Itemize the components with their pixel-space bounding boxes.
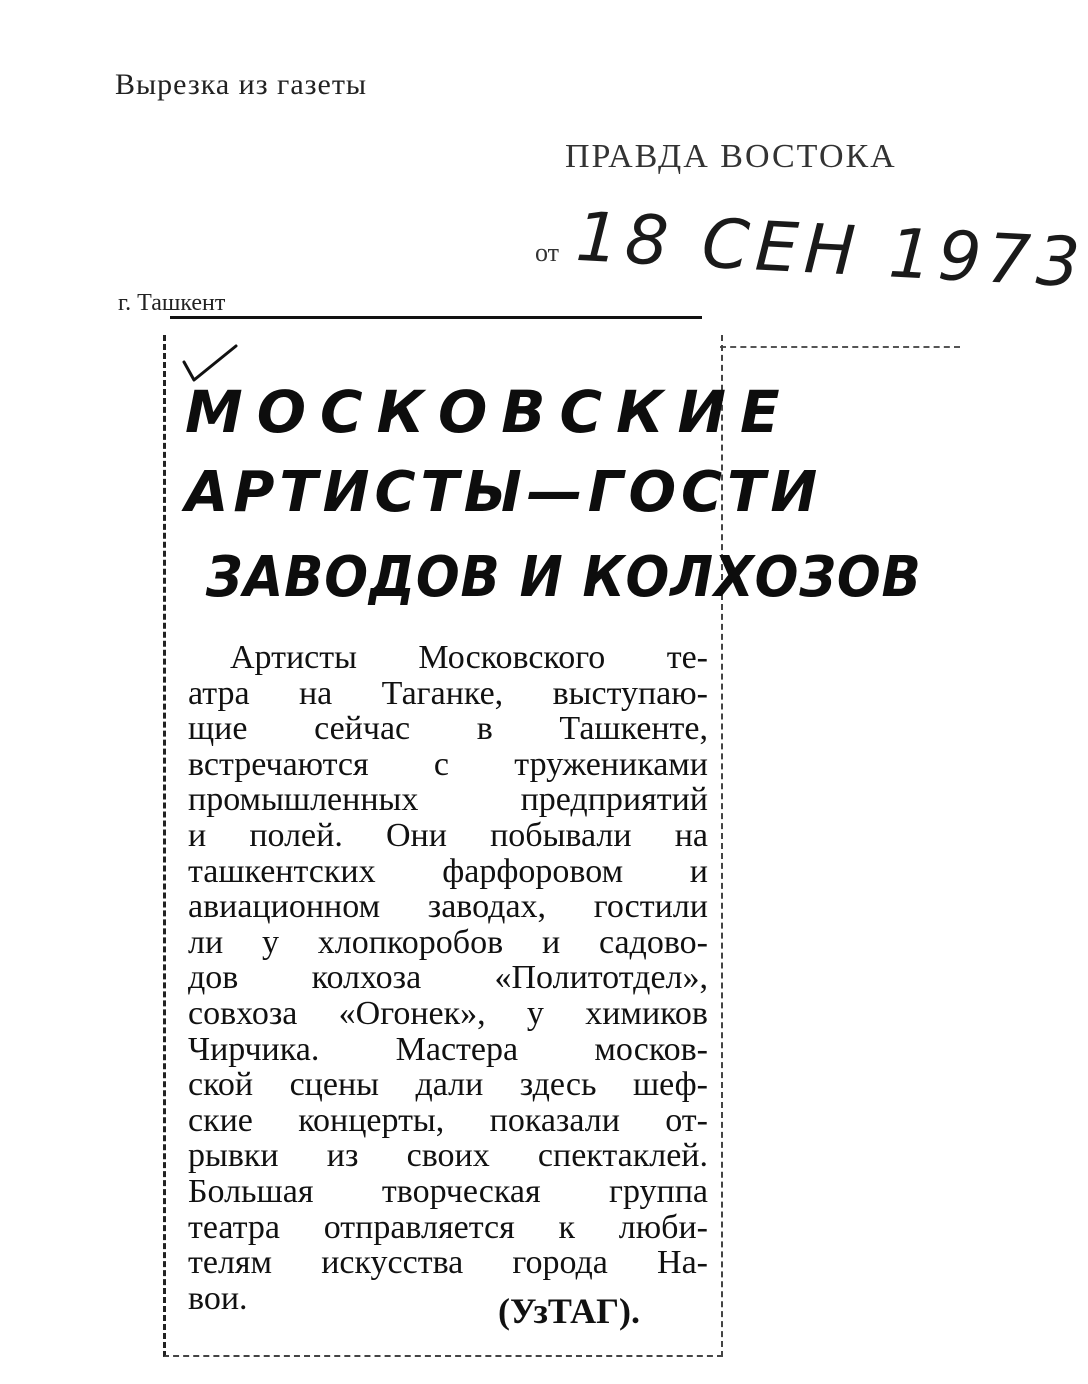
body-line: ташкентских фарфоровом и xyxy=(188,852,708,890)
body-line: встречаются с тружениками xyxy=(188,745,708,783)
body-line: ские концерты, показали от- xyxy=(188,1101,708,1139)
body-line: рывки из своих спектаклей. xyxy=(188,1137,708,1175)
body-line: дов колхоза «Политотдел», xyxy=(188,959,708,997)
body-line: щие сейчас в Ташкенте, xyxy=(188,710,708,748)
body-line: Большая творческая группа xyxy=(188,1172,708,1210)
body-line: атра на Таганке, выступаю- xyxy=(188,674,708,712)
headline-line-1: МОСКОВСКИЕ xyxy=(185,378,794,446)
body-line: и полей. Они побывали на xyxy=(188,816,708,854)
article-body xyxy=(188,640,708,1316)
body-line: авиационном заводах, гостили xyxy=(188,888,708,926)
date-stamp: 18 СЕН 1973 xyxy=(573,198,1088,304)
body-line: театра отправляется к люби- xyxy=(188,1208,708,1246)
body-line: ли у хлопкоробов и садово- xyxy=(188,923,708,961)
body-line: совхоза «Огонек», у химиков xyxy=(188,994,708,1032)
city-underline xyxy=(170,316,702,319)
date-prefix: от xyxy=(535,238,560,267)
body-line: Артисты Московского те- xyxy=(230,639,708,676)
headline-line-2: АРТИСТЫ—ГОСТИ xyxy=(185,460,823,525)
body-line: вои. xyxy=(188,1279,248,1317)
body-line: ской сцены дали здесь шеф- xyxy=(188,1066,708,1104)
dashed-rule xyxy=(720,346,960,348)
news-agency-source: (УзТАГ). xyxy=(498,1291,641,1331)
newspaper-name: ПРАВДА ВОСТОКА xyxy=(565,138,897,175)
clipping-label: Вырезка из газеты xyxy=(115,68,368,101)
city-label: г. Ташкент xyxy=(118,290,226,316)
body-line: Чирчика. Мастера москов- xyxy=(188,1030,708,1068)
body-line: телям искусства города На- xyxy=(188,1244,708,1282)
body-line: промышленных предприятий xyxy=(188,781,708,819)
headline-line-3: ЗАВОДОВ И КОЛХОЗОВ xyxy=(205,545,922,610)
